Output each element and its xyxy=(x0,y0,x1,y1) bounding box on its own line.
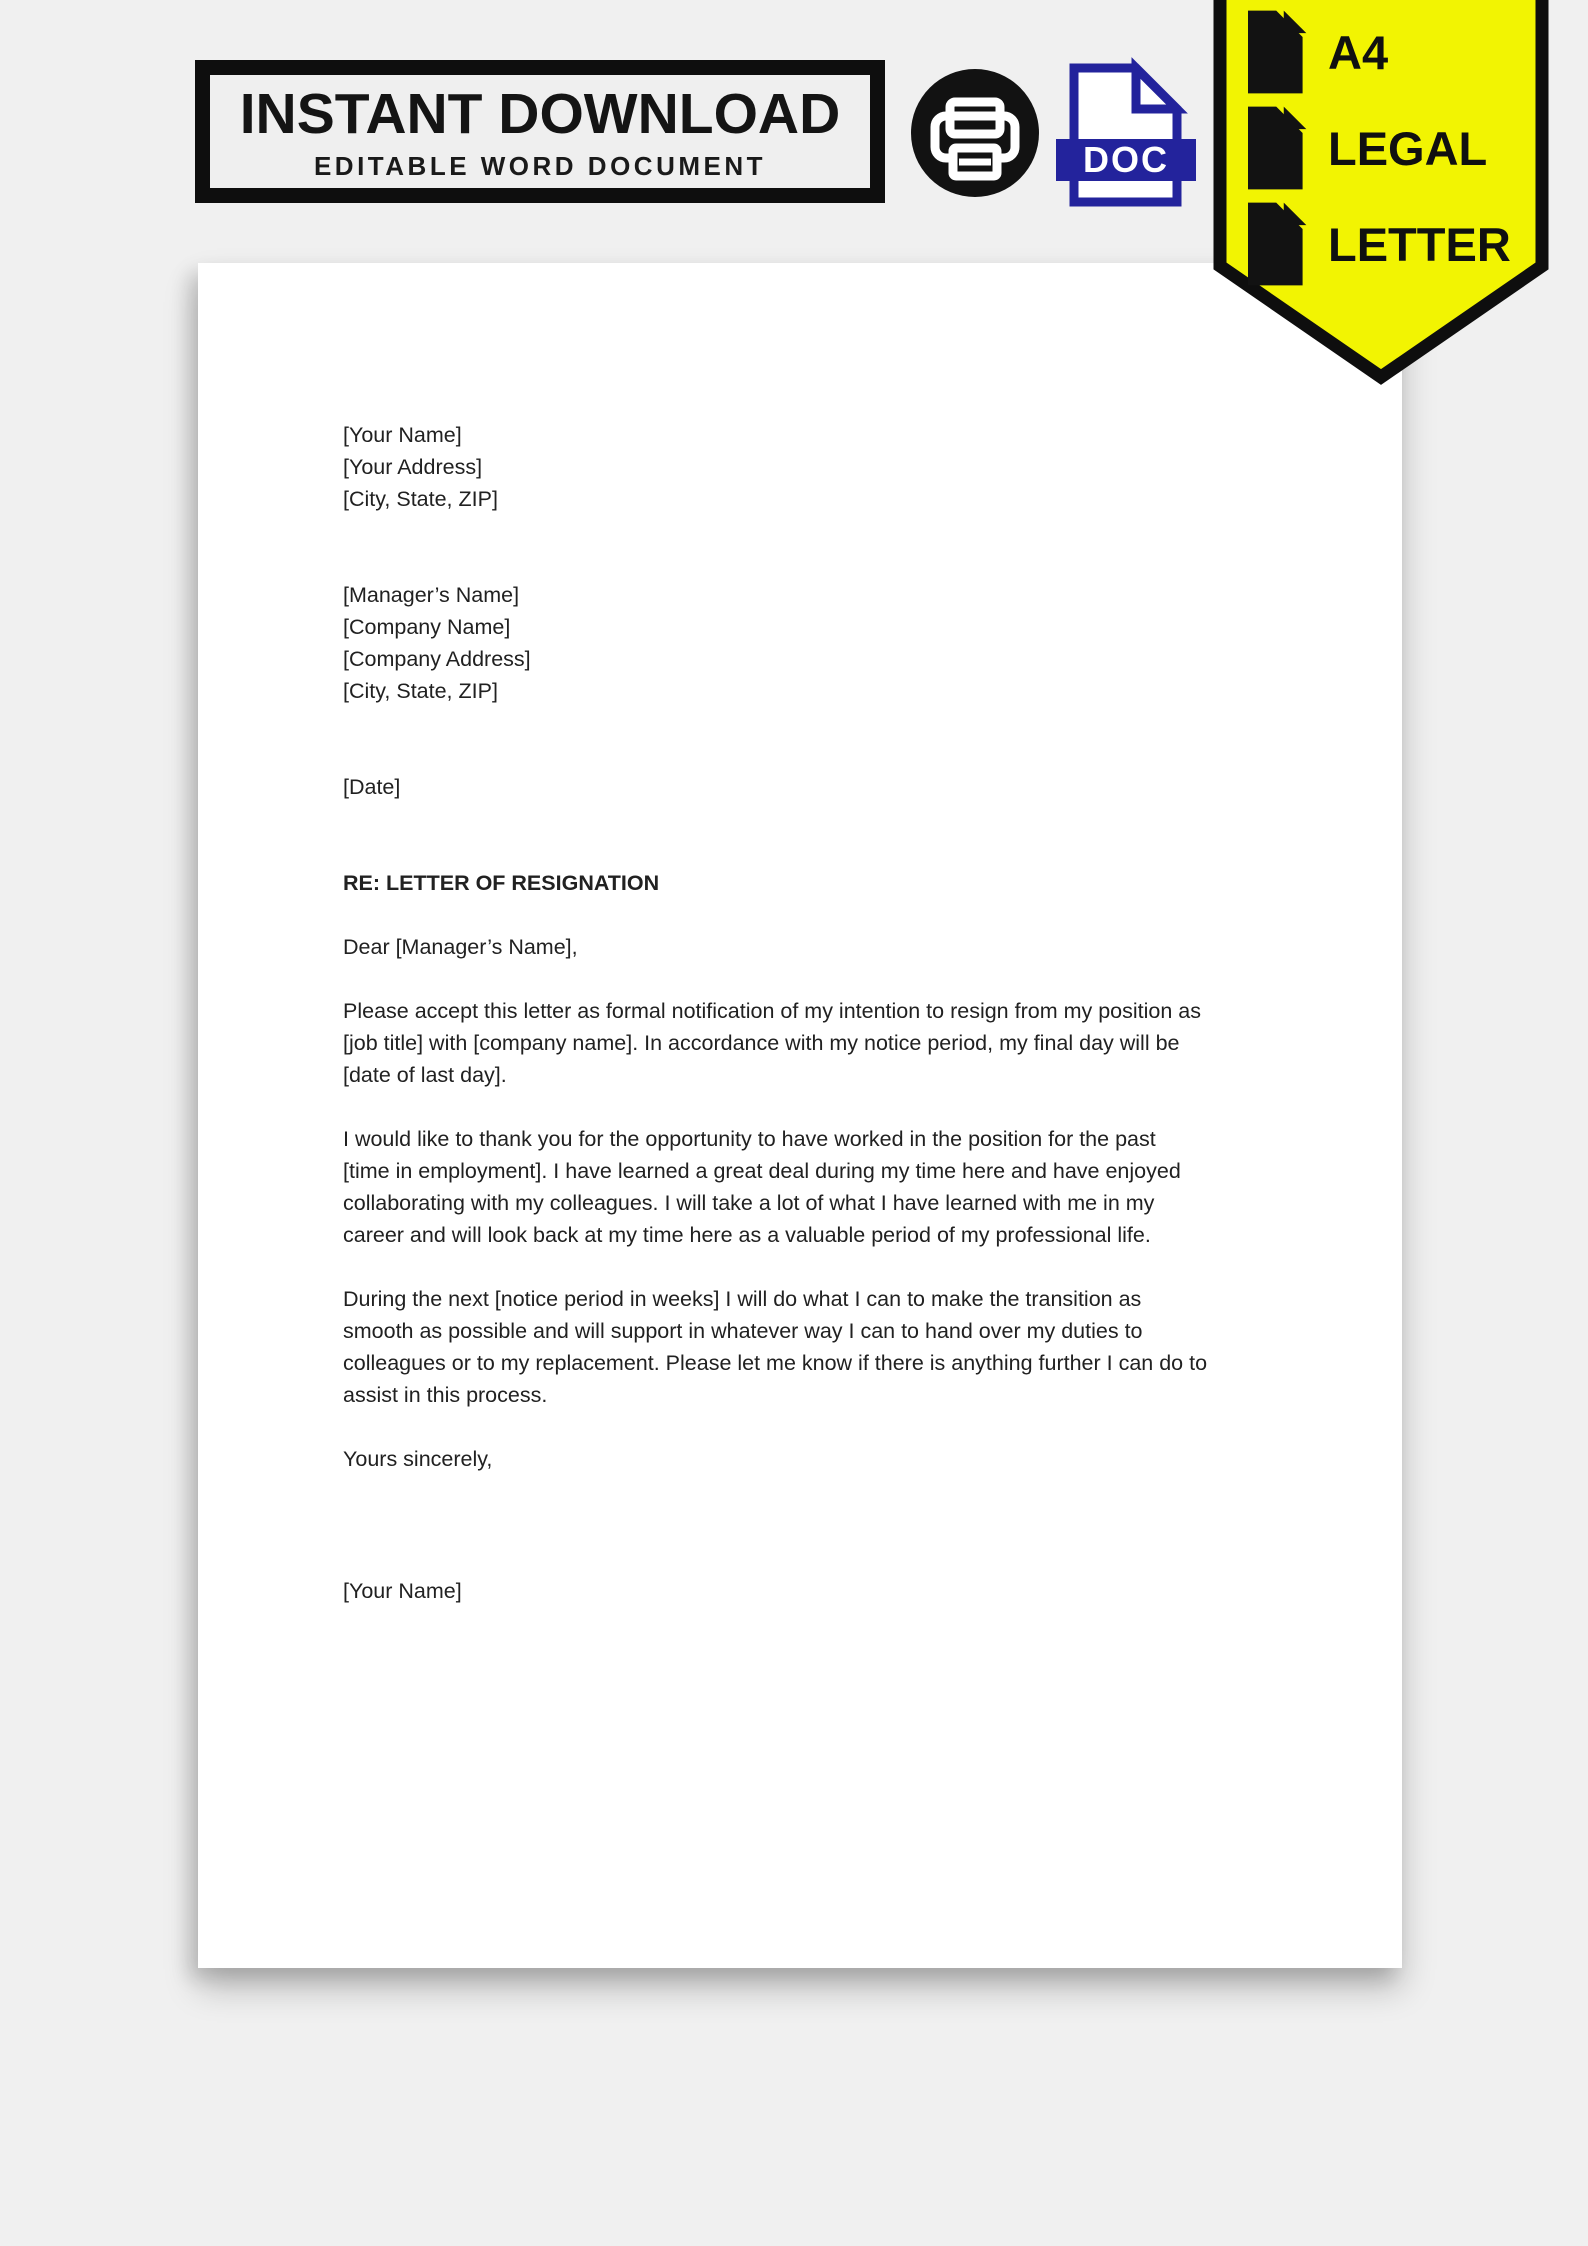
recipient-address-block xyxy=(343,579,1303,707)
badge-label-legal: LEGAL xyxy=(1328,121,1488,175)
instant-download-title: INSTANT DOWNLOAD xyxy=(239,82,841,146)
doc-file-label: DOC xyxy=(1083,139,1169,180)
document-page-icon xyxy=(1248,200,1312,288)
format-badge xyxy=(1213,0,1549,392)
paragraph-2 xyxy=(343,1123,1303,1251)
document-page-icon xyxy=(1248,104,1312,192)
sender-city-state-zip: [City, State, ZIP] xyxy=(343,487,498,511)
paragraph-line: collaborating with my colleagues. I will take a lot of what I have learned with me in my xyxy=(343,1191,1155,1215)
paragraph-1 xyxy=(343,995,1303,1091)
editable-word-subtitle: EDITABLE WORD DOCUMENT xyxy=(313,151,767,181)
printer-icon xyxy=(908,66,1042,200)
paragraph-line: During the next [notice period in weeks] I will do what I can to make the transition as xyxy=(343,1287,1142,1311)
subject-line: RE: LETTER OF RESIGNATION xyxy=(343,871,660,895)
paragraph-line: smooth as possible and will support in whatever way I can to hand over my duties to xyxy=(343,1319,1143,1343)
badge-item-legal xyxy=(1248,104,1487,192)
recipient-city-state-zip: [City, State, ZIP] xyxy=(343,679,498,703)
paragraph-line: Please accept this letter as formal notification of my intention to resign from my position as xyxy=(343,999,1202,1023)
paragraph-line: I would like to thank you for the opportunity to have worked in the position for the past xyxy=(343,1127,1156,1151)
badge-label-letter: LETTER xyxy=(1328,217,1511,271)
sender-address-block xyxy=(343,419,1303,515)
paragraph-line: assist in this process. xyxy=(343,1383,548,1407)
badge-label-a4: A4 xyxy=(1328,25,1389,79)
badge-item-a4 xyxy=(1248,8,1388,96)
paragraph-line: career and will look back at my time here as a valuable period of my professional life. xyxy=(343,1223,1151,1247)
badge-item-letter xyxy=(1248,200,1511,288)
sender-name: [Your Name] xyxy=(343,423,462,447)
recipient-name: [Manager’s Name] xyxy=(343,583,520,607)
closing-line: Yours sincerely, xyxy=(343,1447,493,1471)
recipient-company-address: [Company Address] xyxy=(343,647,531,671)
recipient-company: [Company Name] xyxy=(343,615,511,639)
salutation: Dear [Manager’s Name], xyxy=(343,935,578,959)
signature-name: [Your Name] xyxy=(343,1579,462,1603)
paragraph-line: [date of last day]. xyxy=(343,1063,507,1087)
letter-document-page xyxy=(198,263,1402,1968)
document-page-icon xyxy=(1248,8,1312,96)
instant-download-box xyxy=(195,60,885,203)
paragraph-line: [job title] with [company name]. In accordance with my notice period, my final day will be xyxy=(343,1031,1180,1055)
paragraph-line: colleagues or to my replacement. Please let me know if there is anything further I can do to xyxy=(343,1351,1208,1375)
date-line: [Date] xyxy=(343,775,401,799)
paragraph-3 xyxy=(343,1283,1303,1411)
letter-content xyxy=(343,419,1303,1607)
doc-file-icon xyxy=(1056,64,1196,206)
paragraph-line: [time in employment]. I have learned a great deal during my time here and have enjoyed xyxy=(343,1159,1181,1183)
sender-address: [Your Address] xyxy=(343,455,483,479)
